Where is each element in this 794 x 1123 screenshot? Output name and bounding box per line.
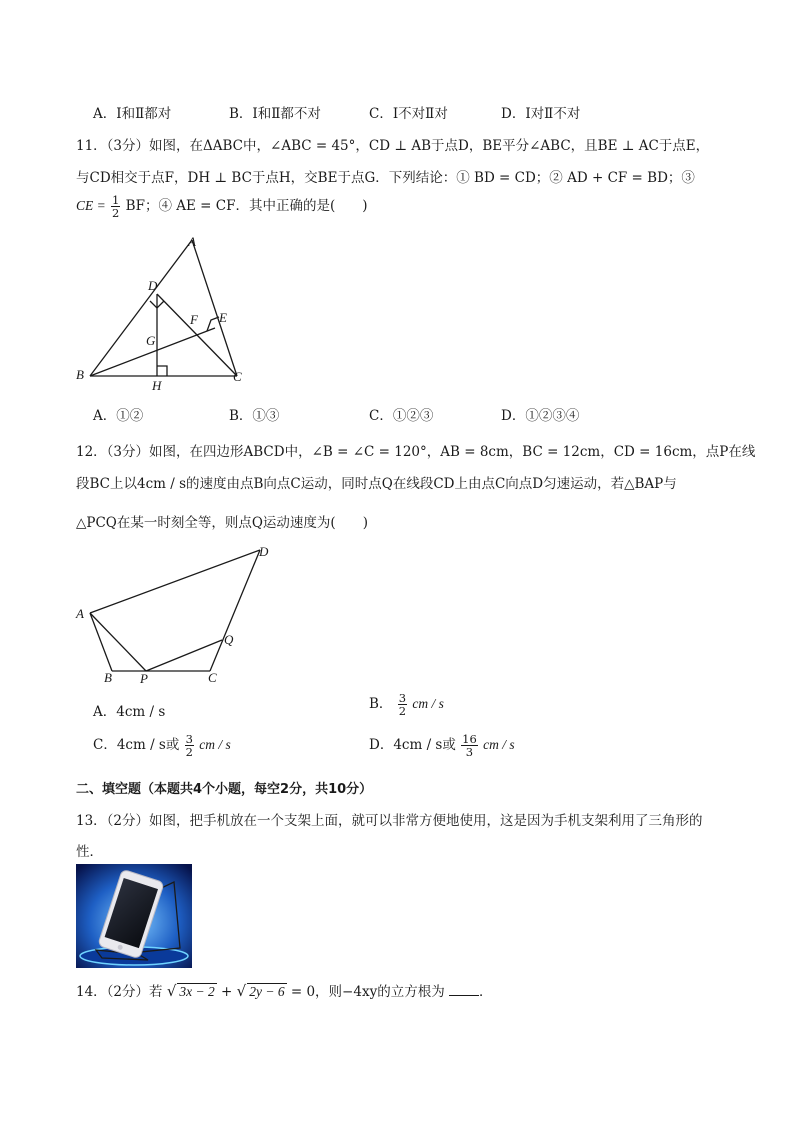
q12-segment-pq (146, 640, 222, 671)
q11-stem-tail: BF；④ AE = CF．其中正确的是( ) (125, 198, 368, 214)
q14-stem: 14．（2分）若 √ 3x − 2 + √ 2y − 6 = 0，则−4xy的立方根为 ． (76, 982, 493, 1000)
q10-option-a: A．Ⅰ和Ⅱ都对 (93, 106, 172, 122)
q12-option-a: A．4cm / s (93, 704, 166, 720)
q13-stem-line2: 性． (76, 844, 103, 860)
q11-option-c: C．①②③ (369, 408, 434, 424)
q11-option-b: B．①③ (229, 408, 280, 424)
q11-stem-line2: 与CD相交于点F，DH ⊥ BC于点H，交BE于点G．下列结论：① BD = CD；② AD + CF = BD；③ (76, 170, 695, 186)
q10-option-d: D．Ⅰ对Ⅱ不对 (501, 106, 581, 122)
q11-label-d: D (148, 278, 158, 293)
q12-option-c: C．4cm / s或 $\frac{3}{2}$ cm / s (93, 732, 231, 759)
q11-label-e: E (219, 310, 227, 325)
q10-option-c: C．Ⅰ不对Ⅱ对 (369, 106, 448, 122)
q12-label-c: C (208, 670, 217, 685)
q11-option-a: A．①② (93, 408, 144, 424)
q12-label-q: Q (224, 632, 234, 647)
q12-label-d: D (259, 544, 269, 559)
q11-segment-ba (90, 240, 192, 376)
q11-stem-line1: 11．（3分）如图，在ΔABC中，∠ABC = 45°，CD ⊥ AB于点D，BE平分∠ABC，且BE ⊥ AC于点E， (76, 138, 710, 154)
q12-option-b-fraction: $\frac{3}{2}$ (398, 691, 407, 718)
q11-label-c: C (233, 369, 242, 384)
q12-option-c-fraction: $\frac{3}{2}$ (185, 732, 193, 759)
q12-segment-ad (90, 550, 260, 613)
q12-option-d: D．4cm / s或 $\frac{16}{3}$ cm / s (369, 732, 515, 759)
q13-stem-line1: 13．（2分）如图，把手机放在一个支架上面，就可以非常方便地使用，这是因为手机支架利用了三角形的 (76, 813, 703, 829)
q11-triangle-figure (70, 230, 260, 395)
q14-radicand-1: 3x − 2 (179, 984, 215, 999)
section-title-fill-in: 二、填空题（本题共4个小题，每空2分，共10分） (76, 782, 373, 797)
q12-quadrilateral-figure (70, 540, 280, 685)
q12-segment-ap (90, 613, 146, 671)
q12-option-d-fraction: $\frac{16}{3}$ (462, 732, 477, 759)
q11-option-d: D．①②③④ (501, 408, 580, 424)
q12-label-a: A (76, 606, 84, 621)
q12-stem-line2: 段BC上以4cm / s的速度由点B向点C运动，同时点Q在线段CD上由点C向点D匀速运动，若△BAP与 (76, 476, 677, 492)
sqrt-symbol: √ (236, 982, 247, 1000)
q11-label-h: H (152, 378, 162, 393)
q11-fraction: $\frac{1}{2}$ (112, 193, 120, 220)
q11-stem-line3 (76, 194, 367, 219)
q11-label-a: A (188, 234, 196, 249)
q14-answer-blank[interactable] (449, 983, 479, 996)
q11-label-b: B (76, 367, 84, 382)
q11-ce-label: CE = (76, 198, 106, 213)
q11-label-f: F (190, 312, 198, 327)
q11-segment-ac (192, 240, 237, 376)
q12-label-p: P (140, 671, 148, 685)
q10-option-b: B．Ⅰ和Ⅱ都不对 (229, 106, 321, 122)
q12-option-b: B． $\frac{3}{2}$ cm / s (369, 691, 444, 718)
q11-label-g: G (146, 333, 156, 348)
phone-stand-photo (76, 864, 192, 968)
q12-segment-ab (90, 613, 112, 671)
q12-stem-line3: △PCQ在某一时刻全等，则点Q运动速度为( ) (76, 515, 368, 531)
q12-segment-cd (210, 550, 260, 671)
q14-radicand-2: 2y − 6 (249, 984, 285, 999)
sqrt-symbol: √ (166, 982, 177, 1000)
q12-stem-line1: 12．（3分）如图，在四边形ABCD中，∠B = ∠C = 120°，AB = 8cm，BC = 12cm，CD = 16cm，点P在线 (76, 444, 756, 460)
q12-label-b: B (104, 670, 112, 685)
q11-right-angle-h (157, 366, 167, 376)
